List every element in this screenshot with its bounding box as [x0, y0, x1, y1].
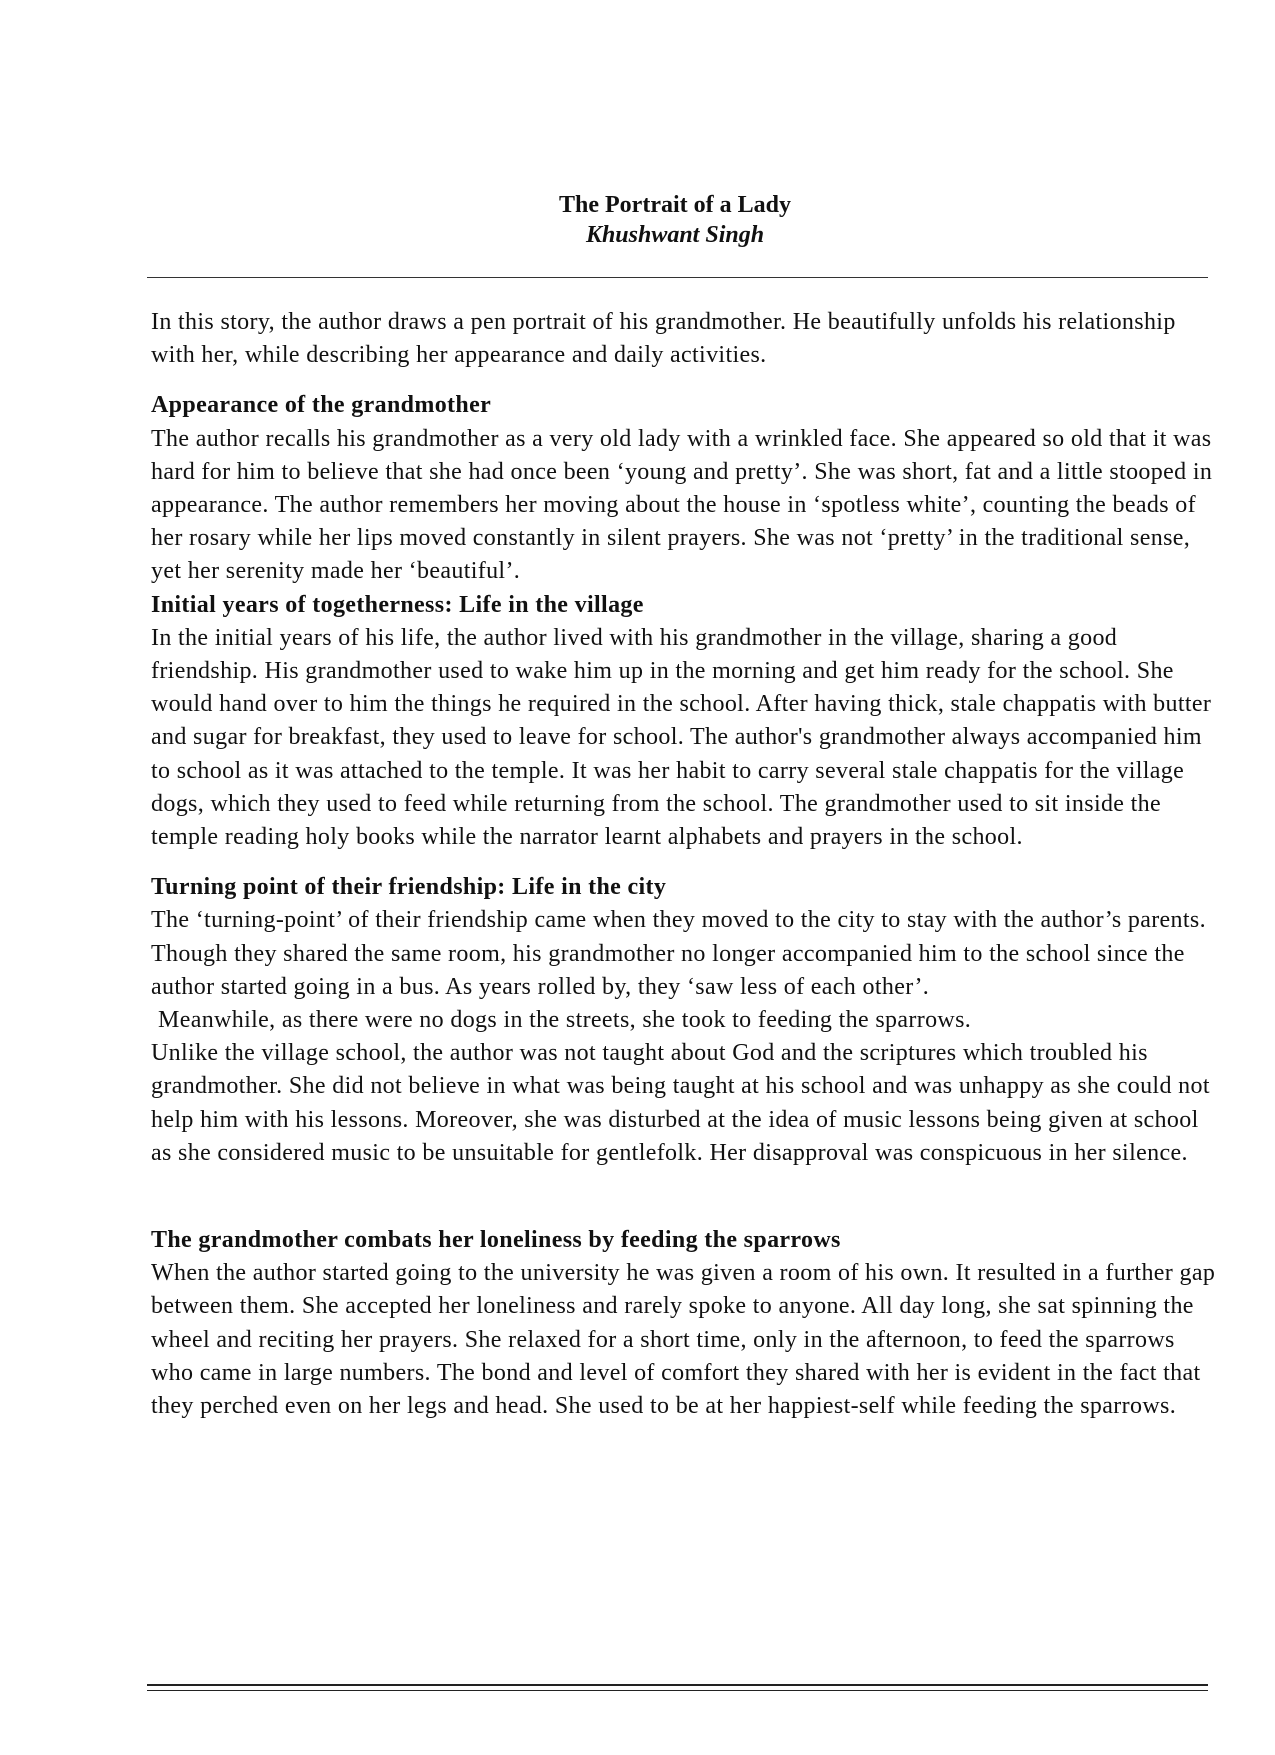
- section-paragraph-city-3: Unlike the village school, the author was not taught about God and the scriptures which troubled his grandmother. She did not believe in what was being taught at his school and was unhappy as she could not help him with his lessons. Moreover, she was disturbed at the idea of music lessons being given at school as she considered music to be unsuitable for gentlefolk. Her disapproval was conspicuous in her silence.: [151, 1040, 1210, 1166]
- bottom-double-divider: [147, 1684, 1208, 1691]
- section-paragraph-city-2: Meanwhile, as there were no dogs in the streets, she took to feeding the sparrows.: [158, 1007, 972, 1034]
- section-heading-village: Initial years of togetherness: Life in the village: [151, 591, 644, 618]
- section-paragraph-appearance: The author recalls his grandmother as a very old lady with a wrinkled face. She appeared so old that it was hard for him to believe that she had once been ‘young and pretty’. She was short, fat and a little stooped in appearance. The author remembers her moving about the house in ‘spotless white’, counting the beads of her rosary while her lips moved constantly in silent prayers. She was not ‘pretty’ in the traditional sense, yet her serenity made her ‘beautiful’.: [151, 425, 1213, 585]
- intro-paragraph: In this story, the author draws a pen portrait of his grandmother. He beautifully unfolds his relationship with her, while describing her appearance and daily activities.: [151, 309, 1176, 369]
- section-paragraph-city-1: The ‘turning-point’ of their friendship came when they moved to the city to stay with the author’s parents. Though they shared the same room, his grandmother no longer accompanied him to the school since the author started going in a bus. As years rolled by, they ‘saw less of each other’.: [151, 907, 1206, 1000]
- spacer: [151, 854, 1216, 871]
- section-paragraph-village: In the initial years of his life, the author lived with his grandmother in the village, sharing a good friendship. His grandmother used to wake him up in the morning and get him ready for the school. She would hand over to him the things he required in the school. After having thick, stale chappatis with butter and sugar for breakfast, they used to leave for school. The author's grandmother always accompanied him to school as it was attached to the temple. It was her habit to carry several stale chappatis for the village dogs, which they used to feed while returning from the school. The grandmother used to sit inside the temple reading holy books while the narrator learnt alphabets and prayers in the school.: [151, 624, 1212, 851]
- author-name: Khushwant Singh: [585, 222, 765, 248]
- page-title: The Portrait of a Lady: [559, 192, 791, 218]
- section-heading-city: Turning point of their friendship: Life in the city: [151, 874, 667, 901]
- spacer: [151, 1170, 1216, 1224]
- section-heading-sparrows: The grandmother combats her loneliness by feeding the sparrows: [151, 1227, 841, 1254]
- top-divider: [147, 277, 1208, 278]
- document-body: [151, 306, 1216, 1423]
- section-heading-appearance: Appearance of the grandmother: [151, 392, 492, 419]
- spacer: [151, 372, 1216, 389]
- section-paragraph-sparrows: When the author started going to the university he was given a room of his own. It resulted in a further gap between them. She accepted her loneliness and rarely spoke to anyone. All day long, she sat spinning the wheel and reciting her prayers. She relaxed for a short time, only in the afternoon, to feed the sparrows who came in large numbers. The bond and level of comfort they shared with her is evident in the fact that they perched even on her legs and head. She used to be at her happiest-self while feeding the sparrows.: [151, 1260, 1216, 1420]
- title-block: [0, 190, 1275, 250]
